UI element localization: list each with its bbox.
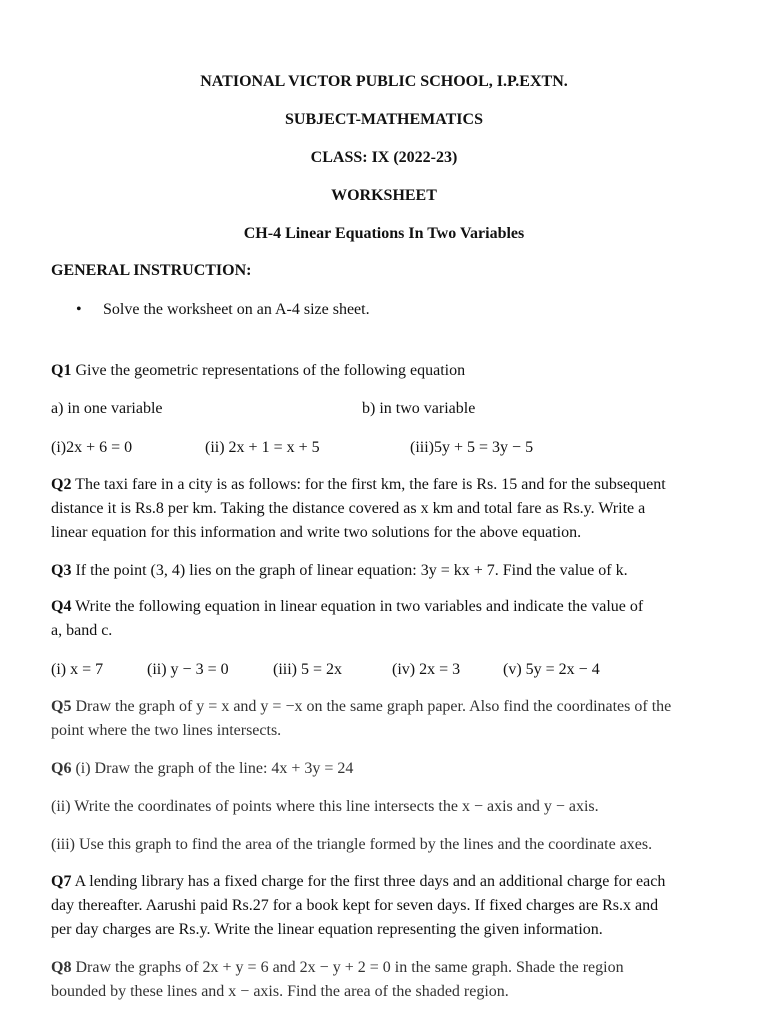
q1-equation-3: (iii)5y + 5 = 3y − 5 [410, 439, 534, 456]
instruction-heading: GENERAL INSTRUCTION: [51, 262, 252, 279]
q1-part-b: b) in two variable [362, 400, 476, 417]
question-number: Q8 [51, 959, 72, 976]
question-text: Draw the graphs of 2x + y = 6 and 2x − y + 2 = 0 in the same graph. Shade the region [75, 959, 624, 976]
instruction-item: Solve the worksheet on an A-4 size sheet. [103, 301, 370, 318]
question-text: (i) Draw the graph of the line: 4x + 3y = 24 [75, 760, 354, 777]
bullet-icon: • [76, 301, 82, 318]
q1-part-a: a) in one variable [51, 400, 163, 417]
subject-title: SUBJECT-MATHEMATICS [285, 111, 483, 128]
question-text: A lending library has a fixed charge for the first three days and an additional charge for each [74, 873, 666, 890]
question-text: day thereafter. Aarushi paid Rs.27 for a book kept for seven days. If fixed charges are Rs.x and [51, 897, 659, 914]
q4-equation-5: (v) 5y = 2x − 4 [503, 661, 600, 678]
worksheet-title: WORKSHEET [331, 187, 437, 204]
question-text: bounded by these lines and x − axis. Find the area of the shaded region. [51, 983, 509, 1000]
q1-equation-2: (ii) 2x + 1 = x + 5 [205, 439, 320, 456]
chapter-title: CH-4 Linear Equations In Two Variables [243, 225, 525, 242]
question-4 [51, 595, 732, 619]
question-2 [51, 473, 732, 497]
question-1 [51, 359, 732, 383]
question-number: Q6 [51, 760, 72, 777]
question-6 [51, 757, 732, 781]
question-text: Give the geometric representations of the following equation [75, 362, 466, 379]
question-number: Q4 [51, 598, 72, 615]
question-text: If the point (3, 4) lies on the graph of linear equation: 3y = kx + 7. Find the value of k. [75, 562, 628, 579]
question-text: Draw the graph of y = x and y = −x on the same graph paper. Also find the coordinates of the [75, 698, 672, 715]
question-text: (iii) Use this graph to find the area of the triangle formed by the lines and the coordinate axes. [51, 836, 653, 853]
question-5 [51, 695, 732, 719]
question-number: Q7 [51, 873, 72, 890]
question-number: Q3 [51, 562, 72, 579]
class-title: CLASS: IX (2022-23) [310, 149, 458, 166]
question-text: per day charges are Rs.y. Write the linear equation representing the given information. [51, 921, 603, 938]
school-name: NATIONAL VICTOR PUBLIC SCHOOL, I.P.EXTN. [200, 73, 568, 90]
question-number: Q2 [51, 476, 72, 493]
question-8 [51, 956, 732, 980]
q4-equation-2: (ii) y − 3 = 0 [147, 661, 229, 678]
question-number: Q1 [51, 362, 72, 379]
q4-equation-1: (i) x = 7 [51, 661, 104, 678]
q4-equation-3: (iii) 5 = 2x [273, 661, 343, 678]
question-text: Write the following equation in linear equation in two variables and indicate the value of [75, 598, 644, 615]
question-number: Q5 [51, 698, 72, 715]
question-text: (ii) Write the coordinates of points where this line intersects the x − axis and y − axis. [51, 798, 599, 815]
question-3 [51, 559, 732, 583]
question-text: point where the two lines intersects. [51, 722, 282, 739]
question-7 [51, 870, 732, 894]
question-text: linear equation for this information and write two solutions for the above equation. [51, 524, 582, 541]
question-text: distance it is Rs.8 per km. Taking the distance covered as x km and total fare as Rs.y. Write a [51, 500, 646, 517]
question-text: a, band c. [51, 622, 113, 639]
q1-equation-1: (i)2x + 6 = 0 [51, 439, 133, 456]
question-text: The taxi fare in a city is as follows: for the first km, the fare is Rs. 15 and for the subsequent [75, 476, 666, 493]
q4-equation-4: (iv) 2x = 3 [392, 661, 461, 678]
